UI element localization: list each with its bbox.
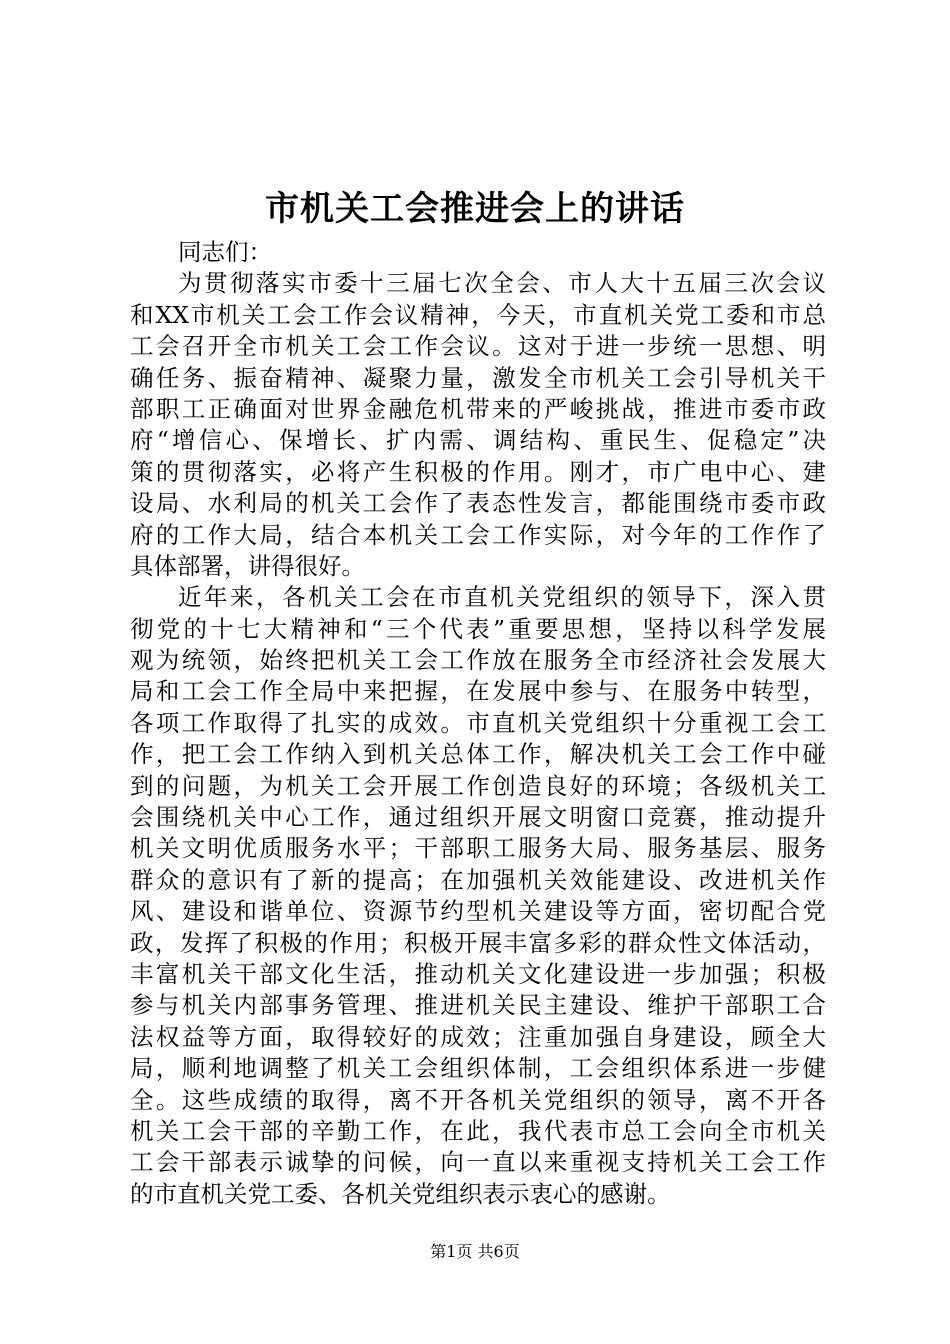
paragraph-line: 群众的意识有了新的提高；在加强机关效能建设、改进机关作 — [130, 865, 826, 894]
paragraph-2 — [130, 582, 826, 1210]
paragraph-line: 彻党的十七大精神和“三个代表”重要思想，坚持以科学发展 — [130, 614, 826, 643]
paragraph-line: 设局、水利局的机关工会作了表态性发言，都能围绕市委市政 — [130, 489, 826, 518]
paragraph-line: 部职工正确面对世界金融危机带来的严峻挑战，推进市委市政 — [130, 394, 826, 423]
paragraph-line: 会围绕机关中心工作，通过组织开展文明窗口竞赛，推动提升 — [130, 803, 826, 832]
paragraph-line: 风、建设和谐单位、资源节约型机关建设等方面，密切配合党 — [130, 897, 826, 926]
paragraph-line: 政，发挥了积极的作用；积极开展丰富多彩的群众性文体活动， — [130, 928, 826, 957]
paragraph-line: 的市直机关党工委、各机关党组织表示衷心的感谢。 — [130, 1179, 671, 1208]
document-body — [130, 237, 826, 1210]
paragraph-line: 作，把工会工作纳入到机关总体工作，解决机关工会工作中碰 — [130, 740, 826, 769]
paragraph-line: 具体部署，讲得很好。 — [130, 551, 365, 580]
paragraph-line: 府的工作大局，结合本机关工会工作实际，对今年的工作作了 — [130, 520, 826, 549]
paragraph-line: 机关工会干部的辛勤工作，在此，我代表市总工会向全市机关 — [130, 1116, 826, 1145]
page-footer: 第1页 共6页 — [430, 1242, 520, 1261]
paragraph-line: 确任务、振奋精神、凝聚力量，激发全市机关工会引导机关干 — [130, 363, 826, 392]
paragraph-line: 到的问题，为机关工会开展工作创造良好的环境；各级机关工 — [130, 771, 826, 800]
paragraph-line: 工会召开全市机关工会工作会议。这对于进一步统一思想、明 — [130, 332, 826, 361]
paragraph-line: 法权益等方面，取得较好的成效；注重加强自身建设，顾全大 — [130, 1022, 826, 1051]
paragraph-line: 参与机关内部事务管理、推进机关民主建设、维护干部职工合 — [130, 991, 826, 1020]
paragraph-line: 全。这些成绩的取得，离不开各机关党组织的领导，离不开各 — [130, 1085, 826, 1114]
paragraph-line: 观为统领，始终把机关工会工作放在服务全市经济社会发展大 — [130, 646, 826, 675]
paragraph-line: 机关文明优质服务水平；干部职工服务大局、服务基层、服务 — [130, 834, 826, 863]
salutation: 同志们： — [178, 238, 272, 266]
paragraph-line: 丰富机关干部文化生活，推动机关文化建设进一步加强；积极 — [130, 959, 826, 988]
paragraph-line: 近年来，各机关工会在市直机关党组织的领导下，深入贯 — [178, 583, 826, 612]
paragraph-1 — [130, 268, 826, 582]
paragraph-line: 策的贯彻落实，必将产生积极的作用。刚才，市广电中心、建 — [130, 457, 826, 486]
paragraph-line: 工会干部表示诚挚的问候，向一直以来重视支持机关工会工作 — [130, 1148, 826, 1177]
paragraph-line: 各项工作取得了扎实的成效。市直机关党组织十分重视工会工 — [130, 708, 826, 737]
paragraph-line: 和XX市机关工会工作会议精神，今天，市直机关党工委和市总 — [130, 300, 826, 329]
paragraph-line: 为贯彻落实市委十三届七次全会、市人大十五届三次会议 — [178, 269, 826, 298]
paragraph-line: 府“增信心、保增长、扩内需、调结构、重民生、促稳定”决 — [130, 426, 826, 455]
paragraph-line: 局，顺利地调整了机关工会组织体制，工会组织体系进一步健 — [130, 1054, 826, 1083]
document-title: 市机关工会推进会上的讲话 — [265, 189, 685, 229]
paragraph-line: 局和工会工作全局中来把握，在发展中参与、在服务中转型， — [130, 677, 826, 706]
